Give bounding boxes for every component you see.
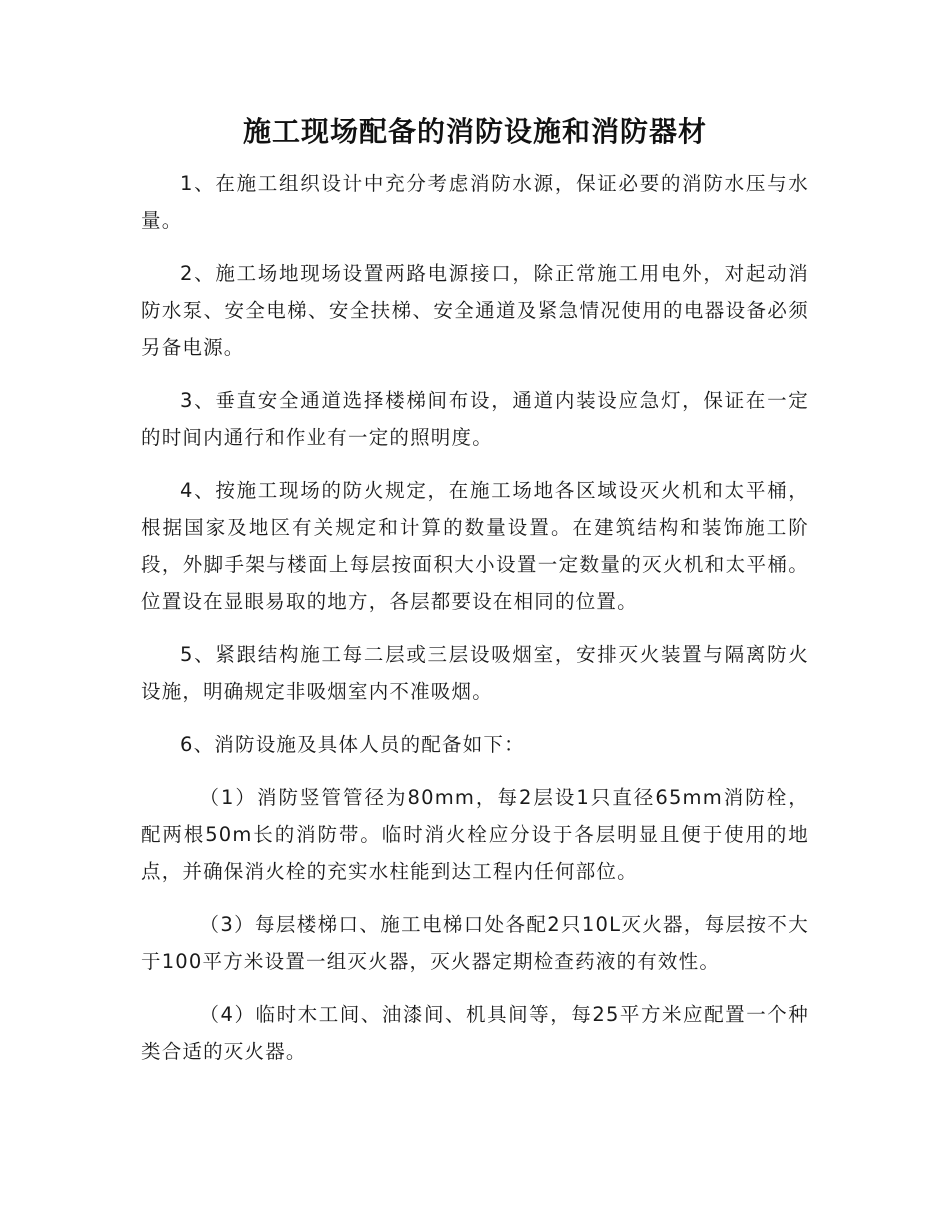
paragraph-2: 2、施工场地现场设置两路电源接口，除正常施工用电外，对起动消防水泵、安全电梯、安全扶梯、安全通道及紧急情况使用的电器设备必须另备电源。 (141, 262, 809, 359)
paragraph-6: 6、消防设施及具体人员的配备如下： (180, 733, 525, 756)
paragraph-1: 1、在施工组织设计中充分考虑消防水源，保证必要的消防水压与水量。 (141, 172, 809, 232)
sub-item-4: （4）临时木工间、油漆间、机具间等，每25平方米应配置一个种类合适的灭火器。 (141, 1003, 809, 1063)
document-title: 施工现场配备的消防设施和消防器材 (242, 115, 707, 148)
paragraph-4: 4、按施工现场的防火规定，在施工场地各区域设灭火机和太平桶，根据国家及地区有关规定和计算的数量设置。在建筑结构和装饰施工阶段，外脚手架与楼面上每层按面积大小设置一定数量的灭火机和太平桶。位置设在显眼易取的地方，各层都要设在相同的位置。 (141, 479, 809, 613)
paragraph-5: 5、紧跟结构施工每二层或三层设吸烟室，安排灭火装置与隔离防火设施，明确规定非吸烟室内不准吸烟。 (141, 643, 809, 703)
sub-item-3: （3）每层楼梯口、施工电梯口处各配2只10L灭火器，每层按不大于100平方米设置一组灭火器，灭火器定期检查药液的有效性。 (141, 913, 809, 973)
sub-item-1: （1）消防竖管管径为80mm，每2层设1只直径65mm消防栓，配两根50m长的消防带。临时消火栓应分设于各层明显且便于使用的地点，并确保消火栓的充实水柱能到达工程内任何部位。 (141, 786, 809, 883)
paragraph-3: 3、垂直安全通道选择楼梯间布设，通道内装设应急灯，保证在一定的时间内通行和作业有一定的照明度。 (141, 389, 809, 449)
document-body (141, 165, 809, 1086)
